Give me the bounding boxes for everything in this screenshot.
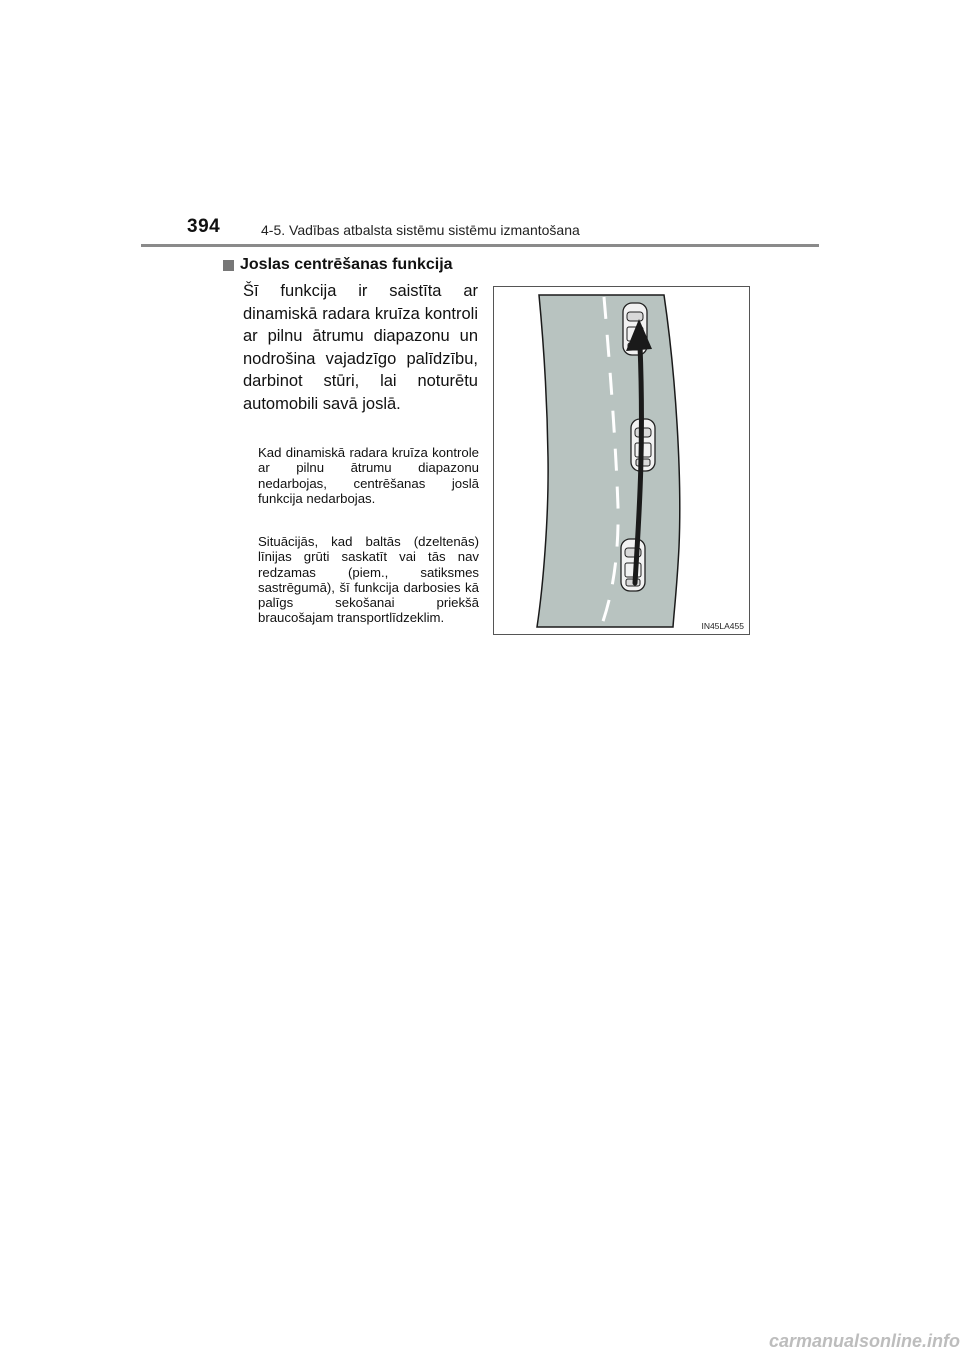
section-title: 4-5. Vadības atbalsta sistēmu sistēmu izmantošana <box>261 222 580 238</box>
square-bullet-icon <box>223 260 234 271</box>
note-paragraph-2: Situācijās, kad baltās (dzeltenās) līnijas grūti saskatīt vai tās nav redzamas (piem., satiksmes sastrēgumā), šī funkcija darbosies kā palīgs sekošanai priekšā braucošajam transportlīdzeklim. <box>258 534 479 626</box>
subheading-text: Joslas centrēšanas funkcija <box>240 256 453 273</box>
header-rule <box>141 244 819 247</box>
note-paragraph-1: Kad dinamiskā radara kruīza kontrole ar pilnu ātrumu diapazonu nedarbojas, centrēšanas joslā funkcija nedarbojas. <box>258 445 479 506</box>
figure-code: IN45LA455 <box>701 621 744 631</box>
road-illustration <box>494 287 749 634</box>
lane-centering-figure <box>493 286 750 635</box>
subheading <box>223 256 453 274</box>
footer-watermark: carmanualsonline.info <box>769 1331 960 1351</box>
body-paragraph: Šī funkcija ir saistīta ar dinamiskā radara kruīza kontroli ar pilnu ātrumu diapazonu un nodrošina vajadzīgo palīdzību, darbinot stūri, lai noturētu automobili savā joslā. <box>243 282 478 413</box>
page-number: 394 <box>187 216 221 237</box>
